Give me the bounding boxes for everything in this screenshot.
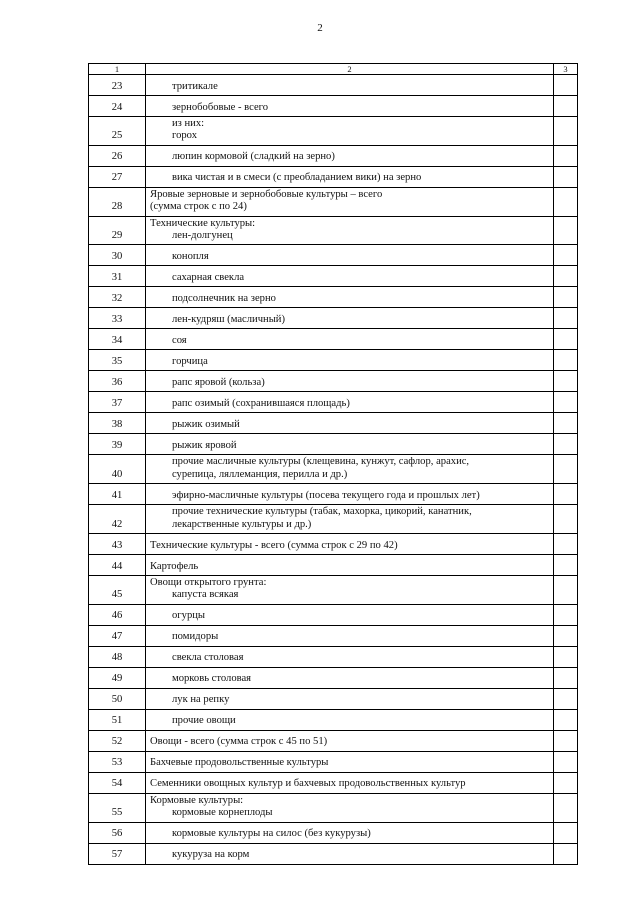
row-number: 53 [89, 751, 146, 772]
row-text [146, 216, 554, 245]
row-text [146, 484, 554, 505]
row-text [146, 392, 554, 413]
row-text [146, 329, 554, 350]
row-text-line: соя [172, 335, 187, 347]
row-number: 48 [89, 646, 146, 667]
row-text [146, 145, 554, 166]
row-text [146, 793, 554, 822]
row-text [146, 667, 554, 688]
row-value-cell [554, 667, 578, 688]
row-text-line: зернобобовые - всего [172, 101, 269, 113]
crop-table-body [89, 64, 578, 865]
row-text-line: сахарная свекла [172, 272, 245, 284]
row-text-line: огурцы [172, 610, 206, 622]
table-row [89, 576, 578, 605]
row-value-cell [554, 371, 578, 392]
row-text-line: лен-долгунец [172, 230, 233, 242]
row-text-line: свекла столовая [172, 652, 244, 664]
row-text-line: рапс яровой (кольза) [172, 377, 265, 389]
row-text [146, 96, 554, 117]
table-row [89, 245, 578, 266]
row-value-cell [554, 287, 578, 308]
row-number: 49 [89, 667, 146, 688]
row-text-line: горох [172, 130, 198, 142]
row-text [146, 434, 554, 455]
table-row [89, 751, 578, 772]
row-text [146, 604, 554, 625]
row-value-cell [554, 822, 578, 843]
table-row [89, 187, 578, 216]
row-text [146, 555, 554, 576]
table-row [89, 145, 578, 166]
row-value-cell [554, 646, 578, 667]
row-value-cell [554, 434, 578, 455]
table-row [89, 117, 578, 146]
row-text-line: конопля [172, 251, 209, 263]
row-value-cell [554, 245, 578, 266]
table-row [89, 534, 578, 555]
row-number: 30 [89, 245, 146, 266]
row-text-line: капуста всякая [172, 589, 239, 601]
row-number: 33 [89, 308, 146, 329]
row-text [146, 646, 554, 667]
table-row [89, 75, 578, 96]
table-row [89, 843, 578, 864]
row-number: 47 [89, 625, 146, 646]
row-value-cell [554, 216, 578, 245]
row-text [146, 245, 554, 266]
row-text [146, 772, 554, 793]
row-text [146, 308, 554, 329]
table-row [89, 392, 578, 413]
row-text-line: Бахчевые продовольственные культуры [150, 757, 329, 769]
row-text [146, 751, 554, 772]
table-row [89, 505, 578, 534]
table-row [89, 625, 578, 646]
row-number: 42 [89, 505, 146, 534]
row-text-line: прочие технические культуры (табак, махорка, цикорий, канатник, [172, 506, 472, 518]
row-value-cell [554, 392, 578, 413]
row-number: 37 [89, 392, 146, 413]
row-text-line: горчица [172, 356, 208, 368]
row-value-cell [554, 308, 578, 329]
row-number: 50 [89, 688, 146, 709]
row-text-line: прочие масличные культуры (клещевина, кунжут, сафлор, арахис, [172, 456, 470, 468]
row-value-cell [554, 413, 578, 434]
row-number: 54 [89, 772, 146, 793]
table-row [89, 166, 578, 187]
table-row [89, 484, 578, 505]
table-row [89, 413, 578, 434]
row-value-cell [554, 75, 578, 96]
table-row [89, 822, 578, 843]
row-text-line: из них: [172, 118, 205, 129]
row-value-cell [554, 625, 578, 646]
row-value-cell [554, 96, 578, 117]
row-text [146, 187, 554, 216]
row-number: 57 [89, 843, 146, 864]
row-text-line: Семенники овощных культур и бахчевых продовольственных культур [150, 778, 466, 790]
row-text-line: прочие овощи [172, 715, 236, 727]
table-row [89, 772, 578, 793]
row-text-line: лук на репку [172, 694, 230, 706]
row-text-line: сурепица, ляллеманция, перилла и др.) [172, 468, 348, 480]
row-text-line: эфирно-масличные культуры (посева текущего года и прошлых лет) [172, 489, 480, 501]
row-text [146, 534, 554, 555]
row-value-cell [554, 505, 578, 534]
row-value-cell [554, 751, 578, 772]
table-row [89, 434, 578, 455]
table-row [89, 555, 578, 576]
row-text-line: рапс озимый (сохранившаяся площадь) [172, 398, 350, 410]
row-text-line: Картофель [150, 560, 199, 572]
table-row [89, 287, 578, 308]
table-row [89, 371, 578, 392]
row-number: 32 [89, 287, 146, 308]
row-value-cell [554, 604, 578, 625]
row-number: 41 [89, 484, 146, 505]
row-text-line: кукуруза на корм [172, 849, 250, 861]
row-text [146, 576, 554, 605]
row-value-cell [554, 709, 578, 730]
row-number: 36 [89, 371, 146, 392]
row-value-cell [554, 117, 578, 146]
row-number: 31 [89, 266, 146, 287]
row-text-line: лекарственные культуры и др.) [172, 518, 312, 530]
row-text [146, 75, 554, 96]
row-value-cell [554, 266, 578, 287]
row-text [146, 455, 554, 484]
row-number: 46 [89, 604, 146, 625]
row-value-cell [554, 576, 578, 605]
row-text [146, 709, 554, 730]
row-text-line: кормовые корнеплоды [172, 807, 273, 819]
row-value-cell [554, 145, 578, 166]
row-value-cell [554, 455, 578, 484]
row-text [146, 287, 554, 308]
row-text [146, 166, 554, 187]
row-text-line: рыжик озимый [172, 419, 240, 431]
row-value-cell [554, 484, 578, 505]
table-row [89, 96, 578, 117]
row-text [146, 505, 554, 534]
row-number: 45 [89, 576, 146, 605]
table-row [89, 308, 578, 329]
row-number: 34 [89, 329, 146, 350]
row-text [146, 822, 554, 843]
row-number: 44 [89, 555, 146, 576]
row-text [146, 730, 554, 751]
row-value-cell [554, 166, 578, 187]
row-number: 28 [89, 187, 146, 216]
row-number: 35 [89, 350, 146, 371]
row-text [146, 688, 554, 709]
table-row [89, 350, 578, 371]
row-value-cell [554, 555, 578, 576]
table-row [89, 329, 578, 350]
row-text-line: Технические культуры: [150, 217, 256, 229]
row-text-line: Технические культуры - всего (сумма строк с 29 по 42) [150, 539, 398, 551]
table-row [89, 216, 578, 245]
table-row [89, 688, 578, 709]
row-value-cell [554, 730, 578, 751]
table-row [89, 730, 578, 751]
row-text [146, 625, 554, 646]
row-text [146, 117, 554, 146]
header-col-3: 3 [554, 64, 578, 75]
row-number: 56 [89, 822, 146, 843]
row-text-line: помидоры [172, 631, 219, 643]
row-text-line: люпин кормовой (сладкий на зерно) [172, 151, 335, 163]
row-number: 55 [89, 793, 146, 822]
page-number: 2 [317, 22, 323, 34]
row-text-line: подсолнечник на зерно [172, 293, 276, 305]
row-value-cell [554, 843, 578, 864]
header-col-1: 1 [89, 64, 146, 75]
row-number: 43 [89, 534, 146, 555]
row-value-cell [554, 793, 578, 822]
row-text [146, 413, 554, 434]
row-number: 29 [89, 216, 146, 245]
table-row [89, 793, 578, 822]
row-text-line: кормовые культуры на силос (без кукурузы) [172, 828, 371, 840]
row-text [146, 371, 554, 392]
row-text [146, 843, 554, 864]
row-text-line: (сумма строк с по 24) [150, 201, 247, 213]
table-row [89, 646, 578, 667]
row-value-cell [554, 688, 578, 709]
row-text-line: морковь столовая [172, 673, 252, 685]
row-value-cell [554, 350, 578, 371]
table-row [89, 266, 578, 287]
row-text-line: Овощи открытого грунта: [150, 577, 267, 589]
row-number: 51 [89, 709, 146, 730]
row-number: 26 [89, 145, 146, 166]
row-text-line: вика чистая и в смеси (с преобладанием вики) на зерно [172, 172, 422, 184]
row-value-cell [554, 772, 578, 793]
row-text-line: лен-кудряш (масличный) [172, 314, 286, 326]
row-number: 25 [89, 117, 146, 146]
row-value-cell [554, 329, 578, 350]
row-text [146, 350, 554, 371]
row-number: 23 [89, 75, 146, 96]
header-row [89, 64, 578, 75]
table-row [89, 667, 578, 688]
table-row [89, 709, 578, 730]
table-row [89, 604, 578, 625]
row-text-line: Кормовые культуры: [150, 794, 244, 806]
row-text [146, 266, 554, 287]
table-row [89, 455, 578, 484]
crop-table [88, 63, 578, 865]
row-text-line: Яровые зерновые и зернобобовые культуры – всего [150, 188, 383, 200]
row-number: 38 [89, 413, 146, 434]
row-text-line: рыжик яровой [172, 440, 237, 452]
header-col-2: 2 [146, 64, 554, 75]
row-text-line: тритикале [172, 80, 218, 92]
row-value-cell [554, 534, 578, 555]
row-number: 27 [89, 166, 146, 187]
row-value-cell [554, 187, 578, 216]
row-number: 52 [89, 730, 146, 751]
row-number: 39 [89, 434, 146, 455]
row-number: 40 [89, 455, 146, 484]
row-text-line: Овощи - всего (сумма строк с 45 по 51) [150, 736, 328, 748]
row-number: 24 [89, 96, 146, 117]
